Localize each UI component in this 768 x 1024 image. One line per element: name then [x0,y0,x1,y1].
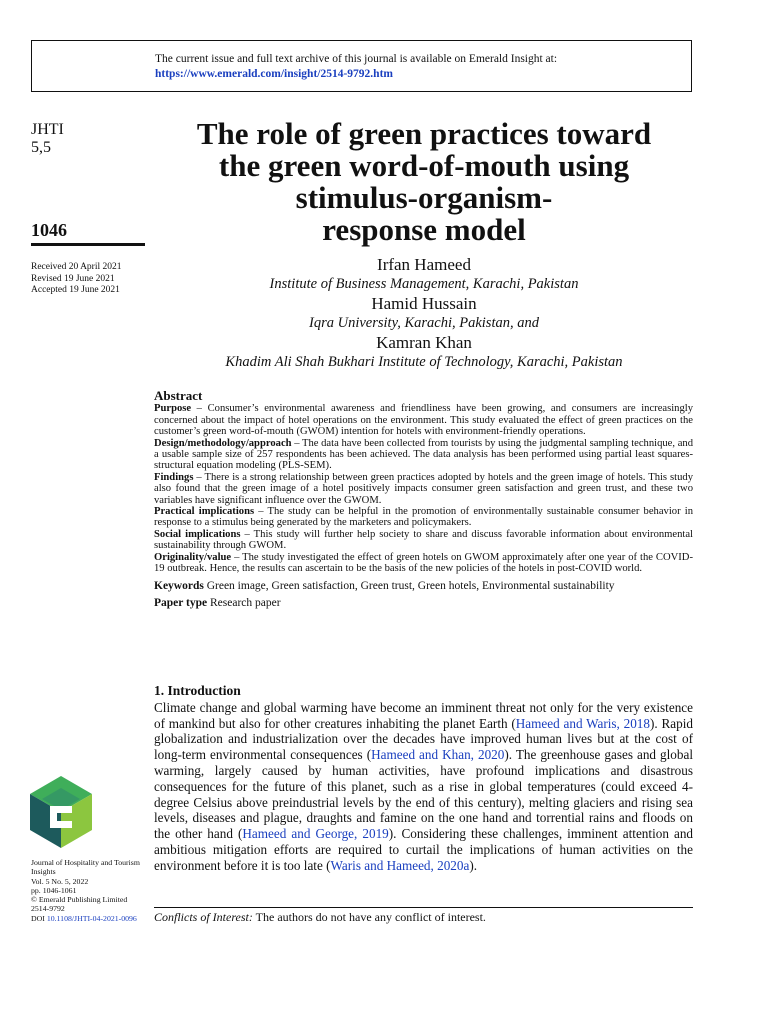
citation-link[interactable]: Hameed and Waris, 2018 [515,715,650,731]
paper-type-text: Research paper [207,596,281,609]
volume-issue: 5,5 [31,139,51,156]
accepted-date: Accepted 19 June 2021 [31,285,120,295]
introduction-heading: 1. Introduction [154,683,241,698]
author-name: Irfan Hameed [377,255,471,274]
findings-label: Findings [154,471,194,483]
abstract-purpose [154,403,693,437]
social-label: Social implications [154,528,241,540]
keywords [154,579,693,593]
practical-label: Practical implications [154,506,255,518]
doi-link[interactable]: 10.1108/JHTI-04-2021-0096 [46,913,137,923]
abstract-findings [154,472,693,506]
keywords-text: Green image, Green satisfaction, Green trust, Green hotels, Environmental sustainability [203,579,615,592]
citation-issn: 2514-9792 [31,904,65,914]
paper-type [154,596,693,610]
title-line: stimulus-organism- [295,180,553,215]
citation-pages: pp. 1046-1061 [31,885,77,895]
intro-text: Climate change and global warming have become an imminent threat not only for the very existence of mankind but also for other creatures inhabiting the planet Earth ( [154,699,693,731]
abstract-social [154,529,693,552]
intro-text: ). The greenhouse gases and global warming, largely caused by human activities, have profound implications and disastrous consequences for the future of this planet, such as a rise in global temperatures (could exceed 4-degree Celsius above preindustrial levels by the end of this century), melting glaciers and rising sea levels, diseases and plague, draughts and famine on the one hand and torrential rains and floods on the other hand ( [154,747,693,842]
submission-dates [31,262,122,297]
paper-type-label: Paper type [154,596,208,609]
intro-text: ). Considering these challenges, imminent attention and ambitious mitigation efforts are required to curtail the implications of human activities on the environment before it is too late ( [154,826,694,873]
journal-url-link[interactable]: https://www.emerald.com/insight/2514-9792.htm [155,68,393,80]
abstract-heading: Abstract [154,388,203,403]
citation-journal: Journal of Hospitality and Tourism Insights [31,858,140,877]
journal-access-banner [31,40,692,92]
paper-title [150,118,698,246]
intro-text: ). Rapid globalization and industrialization over the decades have improved human lives but at the cost of long-term environmental consequences ( [154,715,693,763]
doi-label: DOI [31,913,45,923]
abstract-originality [154,552,693,575]
citation-doi [31,914,149,923]
conflict-text: The authors do not have any conflict of interest. [252,910,486,924]
introduction-paragraph [154,700,693,874]
citation-link[interactable]: Waris and Hameed, 2020a [330,857,470,873]
journal-code [31,121,64,157]
intro-text: ). [469,857,478,873]
introduction-section [154,683,693,874]
author-affiliation: Khadim Ali Shah Bukhari Institute of Technology, Karachi, Pakistan [225,354,623,370]
conflict-of-interest [154,910,486,925]
author-affiliation: Iqra University, Karachi, Pakistan, and [309,315,539,331]
design-text: – The data have been collected from tourists by using the judgmental sampling technique, and a usable sample size of 257 respondents has been achieved. The data analysis has been performed using partial least squares-structural equation modeling (PLS-SEM). [154,437,693,472]
abstract-section [154,390,693,610]
originality-label: Originality/value [154,551,232,563]
practical-text: – The study can be helpful in the promotion of environmentally sustainable consumer behavior in response to a stimulus being generated by the marketers and policymakers. [154,506,694,529]
received-date: Received 20 April 2021 [31,262,122,272]
citation-link[interactable]: Hameed and George, 2019 [242,826,389,842]
citation-link[interactable]: Hameed and Khan, 2020 [371,747,505,763]
citation-copyright: © Emerald Publishing Limited [31,895,128,905]
author-list [150,255,698,372]
page-number: 1046 [31,220,67,240]
originality-text: – The study investigated the effect of green hotels on GWOM approximately after one year of the COVID-19 outbreak. Hence, the results can ascertain to be the basis of the new policies of the hotels in post-COVID world. [154,551,693,575]
author-affiliation: Institute of Business Management, Karachi, Pakistan [269,276,579,292]
author-name: Kamran Khan [376,333,472,352]
author-name: Hamid Hussain [371,294,477,313]
footnote-rule [154,907,693,908]
design-label: Design/methodology/approach [154,437,292,449]
emerald-logo-icon [30,776,92,848]
citation-block [31,858,149,923]
journal-abbrev: JHTI [31,121,64,138]
social-text: – This study will further help society to share and discuss favorable information about environmental sustainability through GWOM. [154,528,693,552]
findings-text: – There is a strong relationship between green practices adopted by hotels and the green image of hotels. This study also found that the green image of a hotel positively impacts consumer green satisfaction and green trust, and these two variables have significant influence over the GWOM. [154,471,693,506]
title-line: response model [322,212,526,247]
purpose-text: – Consumer’s environmental awareness and friendliness have been growing, and consumers are increasingly concerned about the impact of hotel operations on the environment. This study evaluated the effect of green practices on the customer’s green word-of-mouth (GWOM) intention for hotels with environment-friendly operations. [154,403,693,438]
revised-date: Revised 19 June 2021 [31,273,115,284]
title-line: The role of green practices toward [196,116,652,151]
purpose-label: Purpose [154,403,192,415]
abstract-design [154,438,693,472]
keywords-label: Keywords [154,579,204,592]
banner-text: The current issue and full text archive of this journal is available on Emerald Insight at: [155,53,558,65]
conflict-label: Conflicts of Interest: [154,910,253,924]
citation-volume: Vol. 5 No. 5, 2022 [31,876,89,886]
abstract-practical [154,506,693,529]
title-line: the green word-of-mouth using [218,148,630,183]
page-number-rule [31,243,145,246]
